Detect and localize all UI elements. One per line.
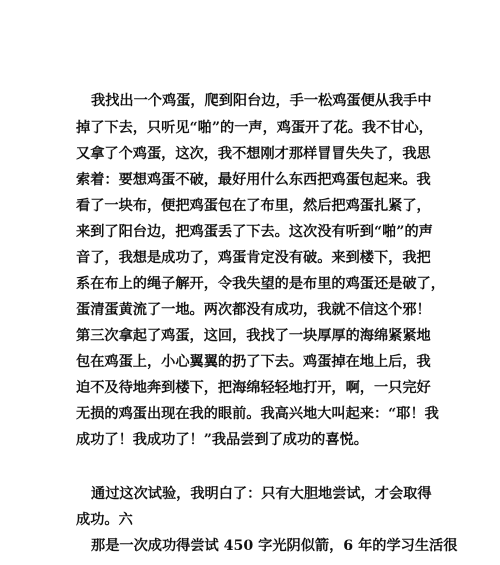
paragraph-1-line-10: 第三次拿起了鸡蛋，这回，我找了一块厚厚的海绵紧紧地	[76, 328, 431, 344]
paragraph-1-line-4: 索着：要想鸡蛋不破，最好用什么东西把鸡蛋包起来。我	[76, 172, 431, 188]
paragraph-1-line-11: 包在鸡蛋上，小心翼翼的扔了下去。鸡蛋掉在地上后，我	[76, 354, 431, 370]
paragraph-3-line-1: 那是一次成功得尝试 450 字光阴似箭，6 年的学习生活很	[91, 538, 458, 554]
paragraph-2-line-1: 通过这次试验，我明白了：只有大胆地尝试，才会取得	[91, 486, 432, 502]
paragraph-1-line-14: 成功了！我成功了！”我品尝到了成功的喜悦。	[76, 432, 368, 448]
paragraph-1-line-1: 我找出一个鸡蛋，爬到阳台边，手一松鸡蛋便从我手中	[91, 93, 432, 109]
paragraph-1-line-5: 看了一块布，便把鸡蛋包在了布里，然后把鸡蛋扎紧了，	[76, 198, 431, 214]
paragraph-2-line-2: 成功。六	[76, 512, 133, 528]
paragraph-1-line-3: 又拿了个鸡蛋，这次，我不想刚才那样冒冒失失了，我思	[76, 146, 431, 162]
paragraph-1-line-9: 蛋清蛋黄流了一地。两次都没有成功，我就不信这个邪！	[76, 302, 431, 318]
paragraph-1-line-12: 迫不及待地奔到楼下，把海绵轻轻地打开，啊，一只完好	[76, 380, 431, 396]
paragraph-1-line-13: 无损的鸡蛋出现在我的眼前。我高兴地大叫起来：“耶！我	[76, 406, 439, 422]
paragraph-1-line-6: 来到了阳台边，把鸡蛋丢了下去。这次没有听到“啪”的声	[76, 224, 433, 240]
paragraph-1-line-7: 音了，我想是成功了，鸡蛋肯定没有破。来到楼下，我把	[76, 250, 431, 266]
paragraph-1-line-8: 系在布上的绳子解开，令我失望的是布里的鸡蛋还是破了，	[76, 276, 445, 292]
paragraph-1-line-2: 掉了下去，只听见“啪”的一声，鸡蛋开了花。我不甘心，	[76, 120, 433, 136]
